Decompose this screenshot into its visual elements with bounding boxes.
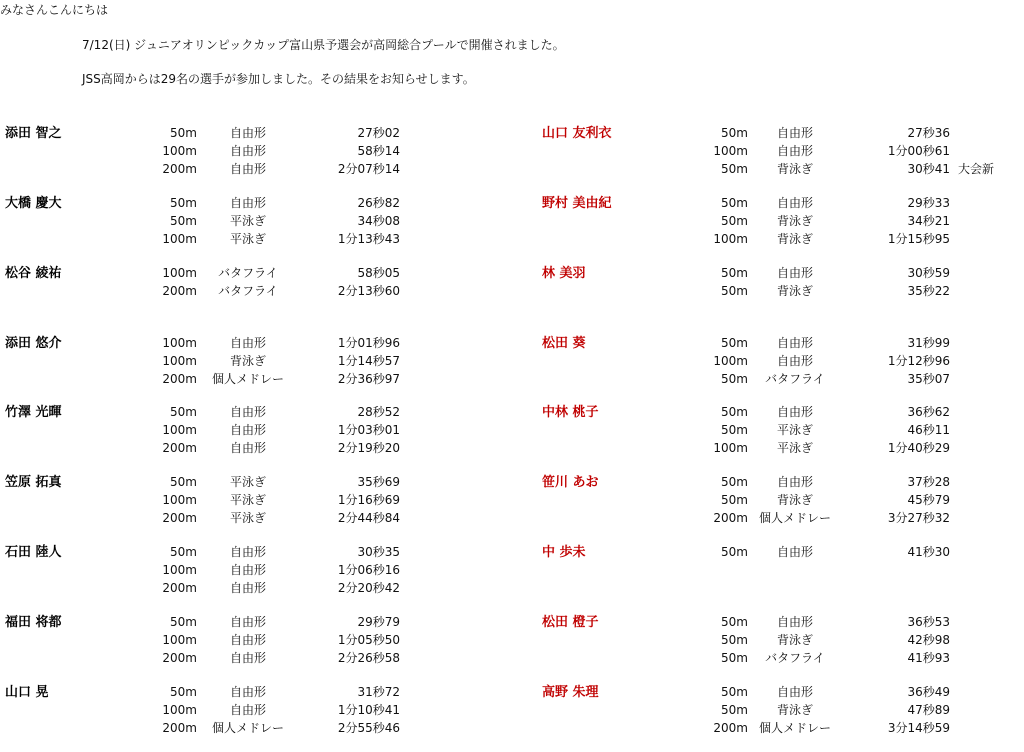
- result-time: 1分00秒61: [887, 144, 950, 158]
- result-distance: 100m: [713, 144, 748, 158]
- result-time: 58秒05: [357, 266, 400, 280]
- result-time: 31秒72: [357, 685, 400, 699]
- result-row: [5, 510, 485, 528]
- athlete-name: 山口 友利衣: [542, 126, 612, 141]
- athlete-name: 松田 橙子: [542, 615, 599, 630]
- result-row: [5, 650, 485, 668]
- result-distance: 50m: [170, 126, 197, 140]
- result-distance: 200m: [713, 511, 748, 525]
- result-event: 個人メドレー: [758, 511, 831, 525]
- result-event: 背泳ぎ: [776, 493, 813, 507]
- result-time: 1分10秒41: [337, 703, 400, 717]
- result-time: 36秒62: [907, 405, 950, 419]
- athlete-block: [542, 474, 1022, 534]
- result-distance: 50m: [721, 703, 748, 717]
- result-time: 41秒30: [907, 545, 950, 559]
- result-event: 自由形: [229, 126, 266, 140]
- result-time: 1分05秒50: [337, 633, 400, 647]
- result-event: 自由形: [776, 336, 813, 350]
- result-distance: 200m: [162, 651, 197, 665]
- result-row: [542, 195, 1022, 213]
- result-distance: 50m: [721, 651, 748, 665]
- result-distance: 200m: [162, 441, 197, 455]
- result-time: 1分06秒16: [337, 563, 400, 577]
- result-time: 36秒53: [907, 615, 950, 629]
- result-row: [542, 702, 1022, 720]
- athlete-name: 大橋 慶大: [5, 196, 62, 211]
- result-distance: 100m: [713, 354, 748, 368]
- result-event: 平泳ぎ: [229, 232, 266, 246]
- result-time: 2分13秒60: [337, 284, 400, 298]
- result-event: 自由形: [229, 144, 266, 158]
- result-time: 30秒59: [907, 266, 950, 280]
- result-distance: 200m: [162, 162, 197, 176]
- athlete-block: [5, 195, 485, 255]
- result-time: 29秒33: [907, 196, 950, 210]
- result-distance: 100m: [162, 563, 197, 577]
- result-row: [542, 632, 1022, 650]
- result-row: [5, 614, 485, 632]
- result-distance: 50m: [721, 336, 748, 350]
- result-event: 自由形: [229, 615, 266, 629]
- athlete-block: [542, 335, 1022, 395]
- result-event: 自由形: [776, 475, 813, 489]
- result-distance: 50m: [721, 214, 748, 228]
- athlete-block: [5, 474, 485, 534]
- result-row: [542, 440, 1022, 458]
- result-event: 背泳ぎ: [776, 703, 813, 717]
- result-time: 2分44秒84: [337, 511, 400, 525]
- result-time: 30秒41: [907, 162, 950, 176]
- result-event: 自由形: [229, 685, 266, 699]
- result-event: 平泳ぎ: [229, 511, 266, 525]
- result-distance: 50m: [721, 126, 748, 140]
- athlete-block: [542, 404, 1022, 464]
- result-row: [542, 474, 1022, 492]
- result-row: [5, 213, 485, 231]
- result-event: 自由形: [776, 685, 813, 699]
- athlete-name: 笠原 拓真: [5, 475, 62, 490]
- result-time: 28秒52: [357, 405, 400, 419]
- result-distance: 100m: [162, 232, 197, 246]
- athlete-block: [542, 195, 1022, 255]
- result-row: [542, 544, 1022, 562]
- athlete-block: [5, 544, 485, 604]
- result-event: 自由形: [776, 545, 813, 559]
- result-event: 自由形: [229, 545, 266, 559]
- announcement-line-1: 7/12(日) ジュニアオリンピックカップ富山県予選会が高岡総合プールで開催されました。: [82, 38, 565, 52]
- result-time: 31秒99: [907, 336, 950, 350]
- result-distance: 50m: [170, 545, 197, 559]
- result-distance: 50m: [170, 615, 197, 629]
- result-distance: 50m: [721, 493, 748, 507]
- result-row: [5, 720, 485, 738]
- result-row: [5, 422, 485, 440]
- result-distance: 100m: [713, 232, 748, 246]
- result-time: 58秒14: [357, 144, 400, 158]
- result-time: 46秒11: [907, 423, 950, 437]
- result-row: [542, 650, 1022, 668]
- result-event: 平泳ぎ: [776, 423, 813, 437]
- result-row: [542, 371, 1022, 389]
- result-time: 34秒08: [357, 214, 400, 228]
- result-distance: 100m: [162, 144, 197, 158]
- athlete-name: 中 歩未: [542, 545, 586, 560]
- result-event: 背泳ぎ: [229, 354, 266, 368]
- result-event: 個人メドレー: [211, 721, 284, 735]
- result-event: 背泳ぎ: [776, 633, 813, 647]
- athlete-name: 林 美羽: [542, 266, 586, 281]
- result-event: 平泳ぎ: [229, 214, 266, 228]
- result-time: 42秒98: [907, 633, 950, 647]
- result-row: [5, 702, 485, 720]
- athlete-block: [542, 614, 1022, 674]
- result-event: 自由形: [229, 196, 266, 210]
- result-row: [542, 510, 1022, 528]
- result-distance: 100m: [713, 441, 748, 455]
- result-event: 自由形: [229, 162, 266, 176]
- result-row: [542, 335, 1022, 353]
- athlete-block: [5, 404, 485, 464]
- result-event: 平泳ぎ: [229, 493, 266, 507]
- result-row: [5, 580, 485, 598]
- result-row: [542, 422, 1022, 440]
- result-time: 35秒69: [357, 475, 400, 489]
- result-event: 個人メドレー: [758, 721, 831, 735]
- result-event: 背泳ぎ: [776, 214, 813, 228]
- result-row: [5, 143, 485, 161]
- result-time: 1分12秒96: [887, 354, 950, 368]
- result-row: [5, 632, 485, 650]
- result-row: [542, 213, 1022, 231]
- result-event: 自由形: [229, 423, 266, 437]
- athlete-name: 山口 晃: [5, 685, 49, 700]
- result-row: [5, 544, 485, 562]
- result-row: [542, 125, 1022, 143]
- result-event: 自由形: [776, 144, 813, 158]
- result-time: 3分14秒59: [887, 721, 950, 735]
- result-event: 自由形: [229, 651, 266, 665]
- result-time: 1分16秒69: [337, 493, 400, 507]
- result-row: [5, 474, 485, 492]
- result-row: [542, 161, 1022, 179]
- result-time: 3分27秒32: [887, 511, 950, 525]
- result-time: 27秒02: [357, 126, 400, 140]
- athlete-name: 福田 将都: [5, 615, 62, 630]
- result-time: 36秒49: [907, 685, 950, 699]
- athlete-block: [5, 684, 485, 744]
- athlete-block: [542, 544, 1022, 604]
- result-row: [542, 614, 1022, 632]
- result-event: 自由形: [776, 405, 813, 419]
- result-event: バタフライ: [765, 372, 825, 386]
- result-row: [542, 143, 1022, 161]
- result-distance: 50m: [721, 162, 748, 176]
- athlete-block: [5, 614, 485, 674]
- result-row: [542, 404, 1022, 422]
- athlete-name: 高野 朱理: [542, 685, 599, 700]
- result-time: 34秒21: [907, 214, 950, 228]
- result-time: 47秒89: [907, 703, 950, 717]
- result-row: [5, 265, 485, 283]
- result-event: バタフライ: [765, 651, 825, 665]
- result-distance: 100m: [162, 703, 197, 717]
- result-event: 自由形: [776, 615, 813, 629]
- athlete-name: 中林 桃子: [542, 405, 599, 420]
- result-distance: 50m: [721, 284, 748, 298]
- result-distance: 50m: [721, 196, 748, 210]
- athlete-block: [542, 684, 1022, 744]
- result-row: [542, 283, 1022, 301]
- result-row: [5, 125, 485, 143]
- result-row: [5, 492, 485, 510]
- result-row: [5, 195, 485, 213]
- result-time: 1分13秒43: [337, 232, 400, 246]
- athlete-name: 松田 葵: [542, 336, 586, 351]
- result-event: 自由形: [229, 563, 266, 577]
- result-distance: 50m: [721, 615, 748, 629]
- result-distance: 50m: [721, 405, 748, 419]
- result-event: 自由形: [229, 703, 266, 717]
- result-event: 自由形: [229, 336, 266, 350]
- result-time: 2分55秒46: [337, 721, 400, 735]
- result-event: 個人メドレー: [211, 372, 284, 386]
- result-distance: 50m: [721, 372, 748, 386]
- result-event: バタフライ: [218, 266, 278, 280]
- result-event: 平泳ぎ: [776, 441, 813, 455]
- result-event: 平泳ぎ: [229, 475, 266, 489]
- result-distance: 200m: [713, 721, 748, 735]
- result-row: [5, 404, 485, 422]
- result-distance: 100m: [162, 423, 197, 437]
- result-row: [542, 265, 1022, 283]
- result-time: 37秒28: [907, 475, 950, 489]
- result-time: 45秒79: [907, 493, 950, 507]
- result-time: 26秒82: [357, 196, 400, 210]
- result-distance: 50m: [170, 214, 197, 228]
- result-time: 30秒35: [357, 545, 400, 559]
- result-event: 背泳ぎ: [776, 162, 813, 176]
- result-distance: 200m: [162, 372, 197, 386]
- result-row: [542, 231, 1022, 249]
- result-distance: 50m: [170, 685, 197, 699]
- athlete-block: [5, 265, 485, 325]
- result-row: [5, 353, 485, 371]
- athlete-name: 松谷 綾祐: [5, 266, 62, 281]
- result-time: 2分36秒97: [337, 372, 400, 386]
- athlete-name: 添田 悠介: [5, 336, 62, 351]
- result-event: 自由形: [229, 581, 266, 595]
- result-distance: 200m: [162, 581, 197, 595]
- greeting-text: みなさんこんにちは: [0, 3, 109, 17]
- result-event: 自由形: [229, 441, 266, 455]
- athlete-block: [5, 125, 485, 185]
- result-distance: 100m: [162, 493, 197, 507]
- result-time: 1分15秒95: [887, 232, 950, 246]
- result-time: 35秒22: [907, 284, 950, 298]
- result-row: [542, 353, 1022, 371]
- result-distance: 50m: [170, 405, 197, 419]
- result-distance: 50m: [721, 423, 748, 437]
- result-row: [542, 492, 1022, 510]
- result-distance: 50m: [721, 475, 748, 489]
- result-event: 背泳ぎ: [776, 232, 813, 246]
- result-time: 1分01秒96: [337, 336, 400, 350]
- result-time: 1分03秒01: [337, 423, 400, 437]
- result-event: 自由形: [776, 266, 813, 280]
- result-event: 自由形: [776, 196, 813, 210]
- result-event: 背泳ぎ: [776, 284, 813, 298]
- result-row: [5, 684, 485, 702]
- result-distance: 100m: [162, 336, 197, 350]
- athlete-name: 野村 美由紀: [542, 196, 612, 211]
- result-note: 大会新: [958, 162, 995, 176]
- result-time: 29秒79: [357, 615, 400, 629]
- result-event: 自由形: [229, 405, 266, 419]
- result-distance: 50m: [170, 475, 197, 489]
- result-row: [5, 231, 485, 249]
- result-event: 自由形: [776, 126, 813, 140]
- result-distance: 200m: [162, 721, 197, 735]
- result-row: [5, 440, 485, 458]
- result-time: 2分26秒58: [337, 651, 400, 665]
- athlete-name: 石田 陸人: [5, 545, 62, 560]
- announcement-line-2: JSS高岡からは29名の選手が参加しました。その結果をお知らせします。: [82, 72, 475, 86]
- result-row: [5, 562, 485, 580]
- athlete-block: [5, 335, 485, 395]
- result-row: [5, 283, 485, 301]
- result-time: 1分14秒57: [337, 354, 400, 368]
- result-event: 自由形: [776, 354, 813, 368]
- athlete-name: 笹川 あお: [542, 475, 599, 490]
- athlete-name: 竹澤 光暉: [5, 405, 62, 420]
- result-time: 27秒36: [907, 126, 950, 140]
- result-event: バタフライ: [218, 284, 278, 298]
- result-distance: 50m: [721, 685, 748, 699]
- result-time: 35秒07: [907, 372, 950, 386]
- result-row: [5, 335, 485, 353]
- result-row: [542, 684, 1022, 702]
- result-row: [542, 720, 1022, 738]
- result-time: 41秒93: [907, 651, 950, 665]
- result-time: 1分40秒29: [887, 441, 950, 455]
- result-row: [5, 161, 485, 179]
- athlete-block: [542, 125, 1022, 185]
- athlete-block: [542, 265, 1022, 325]
- athlete-name: 添田 智之: [5, 126, 62, 141]
- result-distance: 100m: [162, 633, 197, 647]
- result-time: 2分07秒14: [337, 162, 400, 176]
- result-row: [5, 371, 485, 389]
- result-distance: 50m: [721, 633, 748, 647]
- result-distance: 50m: [721, 266, 748, 280]
- result-distance: 50m: [721, 545, 748, 559]
- result-distance: 50m: [170, 196, 197, 210]
- result-time: 2分20秒42: [337, 581, 400, 595]
- result-event: 自由形: [229, 633, 266, 647]
- result-distance: 200m: [162, 284, 197, 298]
- result-distance: 100m: [162, 354, 197, 368]
- result-distance: 100m: [162, 266, 197, 280]
- result-time: 2分19秒20: [337, 441, 400, 455]
- result-distance: 200m: [162, 511, 197, 525]
